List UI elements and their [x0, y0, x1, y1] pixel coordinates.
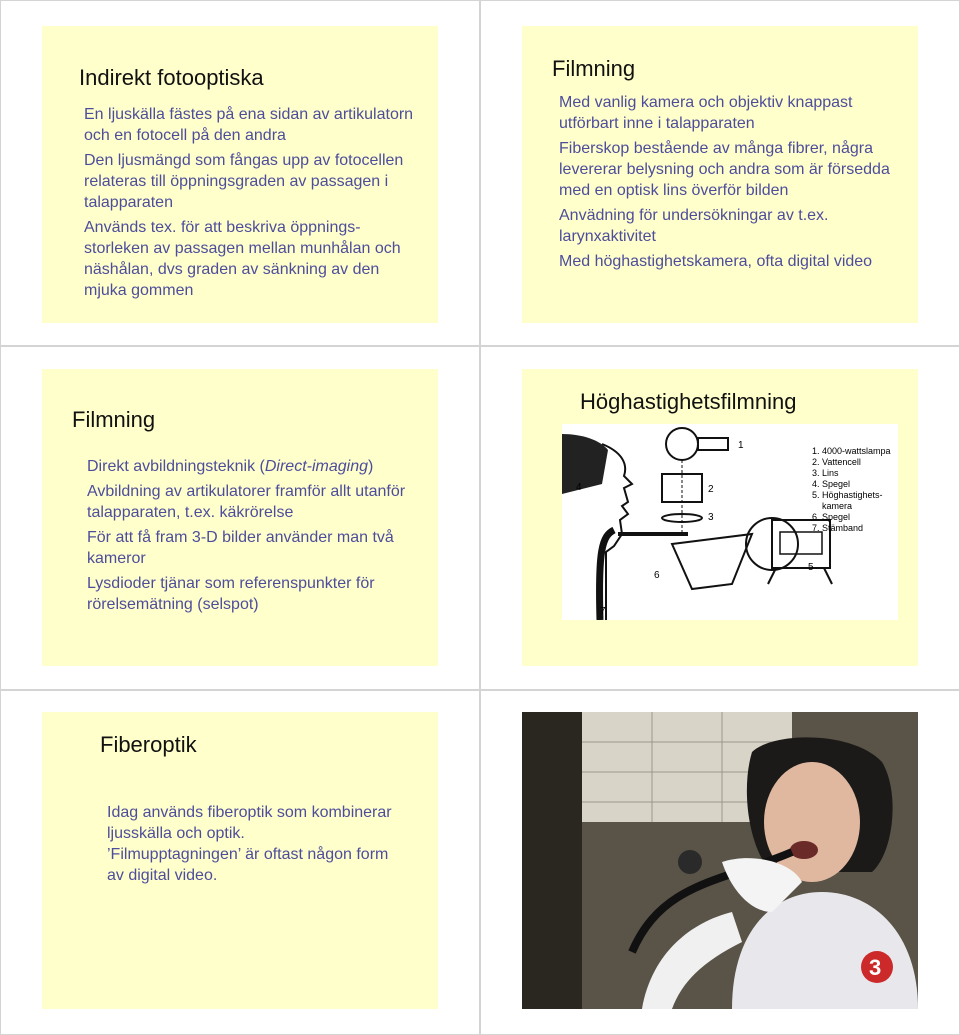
slide-title: Höghastighetsfilmning — [580, 389, 797, 414]
legend-item: 1. 4000-wattslampa — [812, 446, 891, 456]
legend-item: 6. Spegel — [812, 512, 851, 522]
slide-title: Filmning — [552, 56, 636, 81]
left-shadow — [522, 712, 582, 1009]
slide-hoghastighetsfilmning — [522, 369, 918, 666]
paragraph: Anvädning för undersökningar av t.ex. larynxaktivitet — [559, 207, 829, 245]
slide-body — [87, 456, 427, 619]
camera-leg — [824, 568, 832, 584]
hair-shape — [562, 434, 608, 494]
slide-filmning-2 — [42, 369, 438, 666]
slide-body — [559, 92, 904, 276]
legend-item: kamera — [812, 501, 853, 511]
slide-filmning-1 — [522, 26, 918, 323]
slide-fiberoptik — [42, 712, 438, 1009]
paragraph: Används tex. för att beskriva öppnings-storleken av passagen mellan munhålan och näshålan, dvs graden av sänkning av den mjuka gommen — [84, 219, 401, 299]
callout-number: 7 — [600, 606, 606, 617]
legend-item: 7. Stämband — [812, 523, 864, 533]
legend-item: 3. Lins — [812, 468, 839, 478]
callout-number: 4 — [576, 482, 582, 493]
paragraph: Lysdioder tjänar som referenspunkter för rörelsemätning (selspot) — [87, 575, 375, 613]
camera-film — [780, 532, 822, 554]
paragraph: Idag används fiberoptik som kombinerar ljusskälla och optik. — [107, 804, 392, 842]
legend-item: 2. Vattencell — [812, 457, 861, 467]
paragraph: En ljuskälla fästes på ena sidan av artikulatorn och en fotocell på den andra — [84, 106, 414, 144]
paragraph: ’Filmupptagningen’ är oftast någon form av digital video. — [107, 846, 389, 884]
diagram-legend — [812, 446, 891, 533]
text-run-italic: Direct-imaging — [264, 458, 368, 475]
diagram-svg — [562, 424, 898, 620]
paragraph: Den ljusmängd som fångas upp av fotocellen relateras till öppningsgraden av passagen i talapparaten — [84, 152, 404, 211]
paragraph: För att få fram 3-D bilder använder man två kameror — [87, 529, 394, 567]
slide-title: Filmning — [72, 407, 156, 432]
scope-handle — [678, 850, 702, 874]
lamp-bulb — [666, 428, 698, 460]
paragraph: Med vanlig kamera och objektiv knappast utförbart inne i talapparaten — [559, 94, 853, 132]
paragraph: Avbildning av artikulatorer framför allt utanför talapparaten, t.ex. käkrörelse — [87, 483, 406, 521]
callout-number: 5 — [808, 562, 814, 573]
callout-number: 2 — [708, 484, 714, 495]
slide-indirekt-fotooptiska — [42, 26, 438, 323]
legend-item: 4. Spegel — [812, 479, 851, 489]
fiberoptic-exam-photo — [522, 712, 918, 1009]
slide-title: Fiberoptik — [100, 732, 197, 757]
callout-number: 6 — [654, 570, 660, 581]
lamp-base — [698, 438, 728, 450]
highspeed-camera-diagram — [562, 424, 898, 620]
callout-number: 1 — [738, 440, 744, 451]
mouth — [790, 841, 818, 859]
slide-body — [107, 802, 407, 890]
sweater-number: 3 — [869, 955, 882, 980]
mirror — [672, 534, 752, 589]
callout-number: 3 — [708, 512, 714, 523]
photo-illustration — [522, 712, 918, 1009]
legend-item: 5. Höghastighets- — [812, 490, 883, 500]
slide-body — [84, 104, 424, 305]
text-run: Direkt avbildningsteknik ( — [87, 458, 265, 475]
paragraph — [87, 456, 427, 477]
paragraph: Med höghastighetskamera, ofta digital video — [559, 253, 873, 270]
slide-title: Indirekt fotooptiska — [79, 65, 264, 90]
paragraph: Fiberskop bestående av många fibrer, några levererar belysning och andra som är försedda med en optisk lins överför bilden — [559, 140, 890, 199]
text-run: ) — [368, 458, 374, 475]
